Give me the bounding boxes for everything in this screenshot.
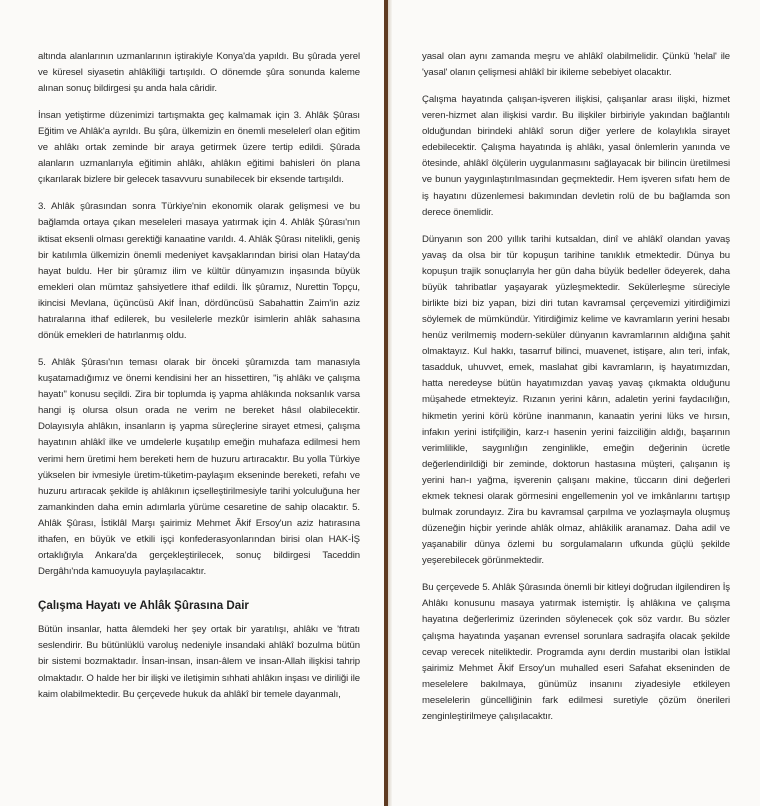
paragraph: 3. Ahlâk şûrasından sonra Türkiye'nin ekonomik olarak gelişmesi ve bu bağlamda ortaya çıkan meseleleri masaya yatırmak için 4. Ahlâk Şûrası'nın iktisat eksenli olması gerektiği kanaatine varıldı. 4. Ahlâk Şûrası nitelikli, geniş bir katılımla ülkemizin önemli medeniyet kavşaklarından birisi olan Hatay'da hayat buldu. Her bir şûramız ilim ve kültür dünyamızın inşasında büyük emekleri olan mümtaz şahsiyetlere ithaf edildi. İlk şûramız, Nurettin Topçu, ikincisi Mevlana, üçüncüsü Akif İnan, dördüncüsü Sabahattin Zaim'in aziz hatıralarına ithaf edilerek, bu vesilelerle mezkûr isimlerin ahlâk sahasına dönük emekleri de hatırlanmış oldu. [38,201,360,342]
paragraph: yasal olan aynı zamanda meşru ve ahlâkî olabilmelidir. Çünkü 'helal' ile 'yasal' olanın çelişmesi ahlâkî bir ikileme sebebiyet olacaktır. [422,51,730,79]
section-heading: Çalışma Hayatı ve Ahlâk Şûrasına Dair [38,599,249,613]
paragraph: Bütün insanlar, hatta âlemdeki her şey ortak bir yaratılışı, ahlâkı ve 'fıtratı seslendirir. Bu bütünlüklü varoluş nedeniyle insandaki ahlâkî bozulma bütün bir sistemi bozmaktadır. İnsan-insan, insan-âlem ve insan-Allah ilişkisi tahrip olmaktadır. O halde her bir ilişki ve iletişimin sıhhati ahlâkın inşası ve diriliği ile kaim olabilmektedir. Bu çerçevede hukuk da ahlâkî bir temele dayanmalı, [38,624,360,700]
paragraph: Çalışma hayatında çalışan-işveren ilişkisi, çalışanlar arası ilişki, hizmet veren-hizmet alan ilişkisi vardır. Bu ilişkiler birbiriyle yakından bağlantılı olduğundan birindeki ahlâkî sorun diğer yerlere de kolaylıkla sirayet edebilecektir. Çalışma hayatında iş ahlâkı, yasal önlemlerin yanında ve ötesinde, ahlâkî ölçülerin uygulanmasını sağlayacak bir bilincin üretilmesi ve bunun yaygınlaştırılmasından geçmektedir. Hem işveren sıfatı hem de iş hayatını düzenlemesi bakımından devletin rolü de bu bağlamda son derece önemlidir. [422,93,730,218]
paragraph: İnsan yetiştirme düzenimizi tartışmakta geç kalmamak için 3. Ahlâk Şûrası Eğitim ve Ahlâk'a ayrıldı. Bu şûra, ülkemizin en önemli meselelerî olan eğitim ve ahlâkı ortak zeminde bir araya getirmek üzere tertip edildi. Şûrada alanların uzmanlarıyla eğitimin ahlâkı, ahlâkın eğitimi bahisleri ön plana çıkarılarak bizlere bir gelecek tasavvuru sunabilecek bir eksende tartışıldı. [38,110,360,186]
right-page [392,0,760,736]
paragraph: Dünyanın son 200 yıllık tarihi kutsaldan, dinî ve ahlâkî olandan yavaş yavaş da olsa bir tür kopuşun tarihine tanıklık etmektedir. Dünya bu kopuşun trajik sonuçlarıyla her gün daha büyük bedeller ödeyerek, daha büyük tahribatlar yaşayarak yüzleşmektedir. Sekülerleşme süreciyle birlikte bizi biz yapan, bizi diri tutan kavramsal çerçevemizi yitirdiğimizi söylemek de mümkündür. Yitirdiğimiz kelime ve kavramların yerini hesabı henüz verilmemiş modern-seküler dünyanın kavramlarının aldığına şahit olmaktayız. Kul hakkı, tasarruf bilinci, muavenet, istişare, alın teri, infak, tasadduk, uhuvvet, emek, maslahat gibi kavramların, iş hayatımızdan, hatta neredeyse bütün hayatımızdan yavaş yavaş çıkmakta olduğunu müşahede etmekteyiz. Rızanın yerini kârın, adaletin yerini faydacılığın, hikmetin yerini körü körüne inanmanın, kanaatin yerini lüks ve hırsın, infakın yerini istifçiliğin, karz-ı hasenin yerini faizciliğin aldığı, başarının verimlilikle, saygınlığın zenginlikle, emeğin değerinin ücretle değerlendirildiği bir zeminde, doktorun hastasına müşteri, çalışanın iş yerini han-ı yağma, işverenin çalışanı makine, tüccarın dini değerleri ekmek teknesi olarak görmesini engellemenin yol ve imkânlarını tartışıp bulmak zorundayız. Zira bu kavramsal çarpılma ve yozlaşmayla oluşmuş düzeneğin hiçbir yerinde ahlâk olmaz, ahlâkilik aranamaz. Daha adil ve yaşanabilir dünya özlemi bu sorgulamaların ufkunda güçlü şekilde yeşerebilecek görünmektedir. [422,233,730,567]
paragraph: altında alanlarının uzmanlarının iştirakiyle Konya'da yapıldı. Bu şûrada yerel ve küresel siyasetin ahlâkîliği tartışıldı. O dönemde şûra sonunda kaleme alınan sonuç bildirgesi şu anda hala câridir. [38,51,360,95]
paragraph: 5. Ahlâk Şûrası'nın teması olarak bir önceki şûramızda tam manasıyla kuşatamadığımız ve önemi kendisini her an hissettiren, "iş ahlâkı ve çalışma hayatı" konusu seçildi. Zira bir toplumda iş yapma ahlâkında noksanlık varsa hangi iş olursa olsun orada ne verim ne bereket hâsıl olabilecektir. Dolayısıyla ahlâkın, insanların iş yapma süreçlerine sirayet etmesi, çalışma hayatının ahlâkî ilke ve umdelerle kuşatılıp emeğin muhafaza edilmesi hem verimi hem üretimi hem bereketi hem de huzuru artıracaktır. Bu yolla Türkiye yükselen bir ivmesiyle üretim-tüketim-paylaşım ekseninde bereketi, refahı ve huzuru artıracak şekilde iş ahlâkının içselleştirilmesiyle tarihi yolculuğuna her zamankinden daha emin adımlarla yürüme cesaretine de sahip olacaktır. 5. Ahlâk Şûrası, İstiklâl Marşı şairimiz Mehmet Âkif Ersoy'un aziz hatırasına ithafen, en büyük ve etkili işçi konfederasyonlarından birisi olan HAK-İŞ ortaklığıyla Ankara'da gerçekleştirilecek, sonuç bildirgesi Taceddin Dergâhı'nda kamuoyuyla paylaşılacaktır. [38,356,360,578]
left-page [0,0,384,714]
paragraph: Bu çerçevede 5. Ahlâk Şûrasında önemli bir kitleyi doğrudan ilgilendiren İş Ahlâkı konusunu masaya yatırmak istemiştir. İş ahlâkına ve çalışma hayatına değerlerimiz üzerinden söylenecek çok söz vardır. Bu sözler çalışma hayatında yaşanan evrensel sorunlara sadraşifa olacak şekilde cevap verecek niteliktedir. Programda aynı derdin mustaribi olan İstiklal şairimiz Mehmet Âkif Ersoy'un muhalled eseri Safahat ekseninden de meselelere bakılmaya, günümüz insanını ziyadesiyle etkileyen meselelerin güncelliğinin fark edilmesi suretiyle çözüm önerileri zenginleştirilmeye çalışılacaktır. [422,582,730,723]
